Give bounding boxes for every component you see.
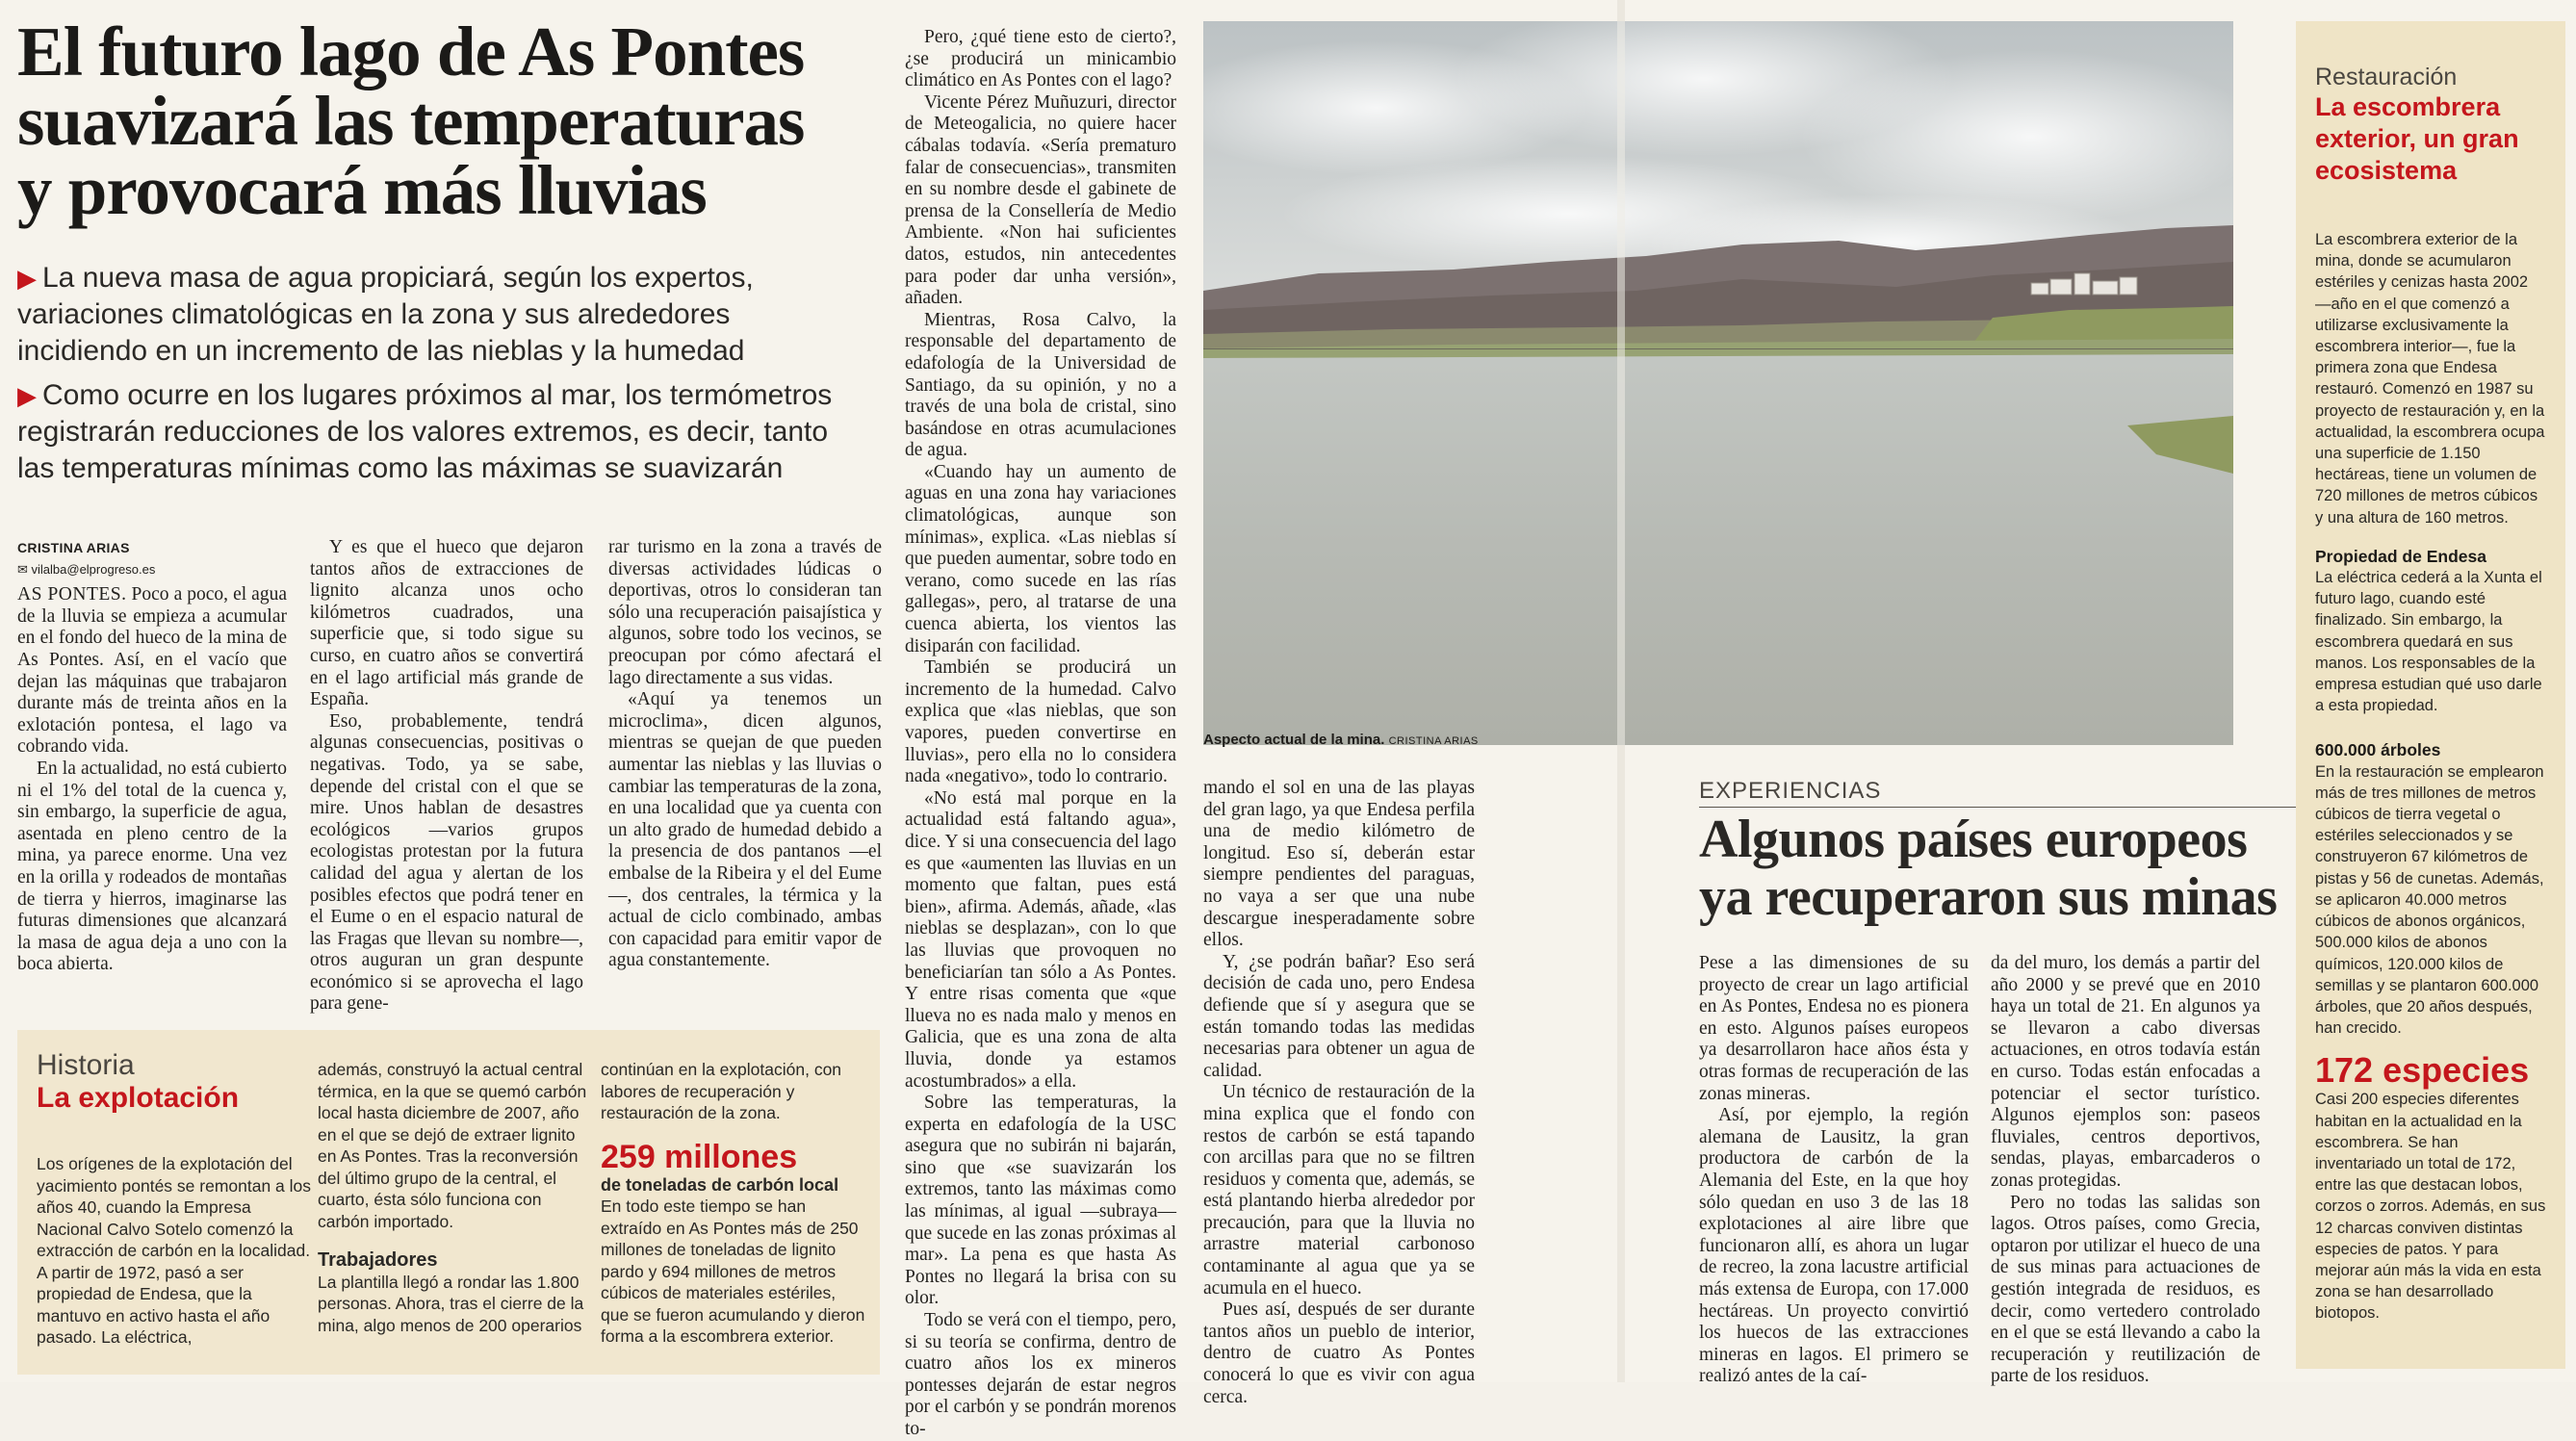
article-column-3 [608,537,882,972]
paragraph: Pero no todas las salidas son lagos. Otros países, como Grecia, optaron por utilizar el hueco de una de sus minas para actuaciones de gestión integrada de residuos, es decir, como vertedero controlado en el que se está llevando a cabo la recuperación y reutilización de parte de los residuos. [1991,1192,2260,1387]
paragraph: rar turismo en la zona a través de diversas actividades lúdicas o deportivas, otros lo consideran tan sólo una recuperación paisajística y algunos, sobre todo los vecinos, se preocupan por cómo afectará el lago directamente a sus vidas. [608,537,882,688]
sidebar-subhead-1: Propiedad de Endesa [2315,546,2486,566]
experiencias-kicker: EXPERIENCIAS [1699,778,1882,804]
photo-caption: Aspecto actual de la mina. CRISTINA ARIAS [1203,732,1479,748]
deck [17,260,864,495]
headline [17,13,884,229]
historia-title: La explotación [37,1082,240,1114]
paragraph: da del muro, los demás a partir del año 2000 y se prevé que en 2010 haya un total de 21. En algunos ya se llevaron a cabo diversas actuaciones, en otros todavía están en curso. Todas están enfocadas a potenciar el sector turístico. Algunos ejemplos son: paseos fluviales, centros deportivos, sendas, playas, embarcaderos o zonas protegidas. [1991,953,2260,1191]
paragraph: Un técnico de restauración de la mina explica que el fondo con restos de carbón se está tapando con arcillas para que no se filtren residuos y comenta que, además, se está plantando hierba alrededor por precaución, para que la lluvia no arrastre material carbonoso contaminante al agua que ya se acumula en el hueco. [1203,1082,1475,1299]
paragraph: AS PONTES. Poco a poco, el agua de la lluvia se empieza a acumular en el fondo del hueco de la mina de As Pontes. Así, en el vacío que dejan las máquinas que trabajaron durante más de treinta años en la exlotación pontesa, el lago va cobrando vida. [17,584,287,758]
sidebar-subhead-2: 600.000 árboles [2315,740,2441,760]
historia-column-3: continúan en la explotación, con labores de recuperación y restauración de la zona. 259 millones de toneladas de carbón local En todo este tiempo se han extraído en As Pontes más de 250 millones de toneladas de lignito pardo y 694 millones de metros cúbicos de materiales estériles, que se fueron acumulando y dieron forma a la escombrera exterior. [601,1059,868,1348]
lake-photo [1203,21,2233,745]
paragraph: «No está mal porque en la actualidad está faltando agua», dice. Y si una consecuencia del lago es que «aumenten las lluvias en un momento que faltan, pues está bien», afirma. Además, añade, «las nieblas se desplazan», con lo que las lluvias que provoquen no beneficiarían tan sólo a As Pontes. Y entre risas comenta que «que llueva no es nada malo y menos en Galicia, que es una zona de alta lluvia, donde ya estamos acostumbrados» a ella. [905,787,1176,1092]
byline-email: ✉ vilalba@elprogreso.es [17,561,156,577]
paragraph: Eso, probablemente, tendrá algunas consecuencias, positivas o negativas. Todo, ya se sabe, depende del cristal con el que se mire. Unos hablan de desastres ecológicos —varios grupos ecologistas protestan por la futura calidad del agua y alertan de los posibles efectos que podrá tener en el Eume o en el espacio natural de las Fragas que llevan su nombre—, otros auguran un gran despunte económico si se aprovecha el lago para gene- [310,710,583,1015]
lake-photo-image [1203,21,2233,745]
historia-text-1: Los orígenes de la explotación del yacimiento pontés se remontan a los años 40, cuando la Empresa Nacional Calvo Sotelo comenzó la extracción de carbón en la localidad. A partir de 1972, pasó a ser propiedad de Endesa, que la mantuvo en activo hasta el año pasado. La eléctrica, [37,1154,312,1347]
sidebar-title: La escombrera exterior, un gran ecosistema [2315,92,2519,185]
deck-item-2: ▶ Como ocurre en los lugares próximos al mar, los termómetros registrarán reducciones de los valores extremos, es decir, tanto las temperaturas mínimas como las máximas se suavizarán [17,379,833,484]
email-icon: ✉ [17,561,32,577]
paragraph: Pero, ¿qué tiene esto de cierto?, ¿se producirá un minicambio climático en As Pontes con el lago? [905,27,1176,91]
byline-author: CRISTINA ARIAS [17,540,130,555]
paragraph: Vicente Pérez Muñuzuri, director de Meteogalicia, no quiere hacer cábalas todavía. «Sería prematuro falar de consecuencias», transmiten en su nombre desde el gabinete de prensa de la Consellería de Medio Ambiente. «Non hai suficientes datos, estudos, nin antecedentes para poder dar unha versión», añaden. [905,91,1176,309]
kicker-rule [1699,807,2296,808]
article-column-5 [1203,778,1475,1408]
headline-line-1: El futuro lago de As Pontes [17,13,805,90]
experiencias-column-1 [1699,953,1969,1388]
paragraph: mando el sol en una de las playas del gran lago, ya que Endesa perfila una de medio kilómetro de longitud. Eso sí, deberán estar siempre pendientes del paraguas, no vaya a ser que una nube descargue inesperadamente sobre ellos. [1203,778,1475,951]
historia-subhead: Trabajadores [318,1249,438,1271]
historia-column-2: además, construyó la actual central térmica, en la que se quemó carbón local hasta diciembre de 2007, año en el que se dejó de extraer lignito en As Pontes. Tras la reconversión del último grupo de la central, el cuarto, ésta sólo funciona con carbón importado. Trabajadores La plantilla llegó a rondar las 1.800 personas. Ahora, tras el cierre de la mina, algo menos de 200 operarios [318,1060,587,1335]
article-column-4 [905,27,1176,1441]
historia-kicker: Historia [37,1049,135,1081]
paragraph: En la actualidad, no está cubierto ni el 1% del total de la cuenca y, sin embargo, la superficie de agua, asentada en pleno centro de la mina, ya parece enorme. Una vez en la orilla y rodeados de montañas de tierra y hierros, imaginarse las futuras dimensiones que alcanzará la masa de agua deja a uno con la boca abierta. [17,758,287,975]
paragraph: Mientras, Rosa Calvo, la responsable del departamento de edafología de la Universidad de Santiago, da su opinión, y no a través de una bola de cristal, sino basándose en otras acumulaciones de agua. [905,309,1176,461]
article-column-2 [310,537,583,1016]
historia-column-1 [37,1049,316,1349]
article-column-1 [17,537,287,976]
experiencias-header [1699,778,2277,805]
historia-box [17,1030,880,1375]
paragraph: Pues así, después de ser durante tantos años un pueblo de interior, dentro de cuatro As Pontes conocerá lo que es vivir con agua cerca. [1203,1299,1475,1407]
paragraph: «Aquí ya tenemos un microclima», dicen algunos, mientras se quejan de que pueden aumentar las nieblas y las lluvias o cambiar las temperaturas de la zona, en una localidad que ya cuenta con un alto grado de humedad debido a la presencia de dos pantanos —el embalse de la Ribeira y el del Eume—, dos centrales, la térmica y la actual de ciclo combinado, ambas con capacidad para emitir vapor de agua constantemente. [608,689,882,971]
experiencias-headline: Algunos países europeos ya recuperaron sus minas [1699,810,2278,927]
paragraph: Así, por ejemplo, la región alemana de Lausitz, la gran productora de carbón de la Alemania del Este, en la que hoy sólo quedan en uso 3 de las 18 explotaciones al aire libre que funcionaron allí, es ahora un lugar de recreo, la zona lacustre artificial más extensa de Europa, con 17.000 hectáreas. Un proyecto convirtió los huecos de las extracciones mineras en lagos. El primero se realizó antes de la caí- [1699,1105,1969,1387]
photo-credit: CRISTINA ARIAS [1388,735,1479,747]
historia-big-number: 259 millones [601,1138,798,1175]
deck-item-1: ▶ La nueva masa de agua propiciará, según los expertos, variaciones climatológicas en la zona y sus alrededores incidiendo en un incremento de las nieblas y la humedad [17,262,754,367]
restauracion-sidebar [2296,21,2565,1369]
sidebar-kicker: Restauración [2315,64,2458,90]
headline-line-3: y provocará más lluvias [17,151,707,229]
dateline: AS PONTES. [17,584,127,605]
sidebar-text: La escombrera exterior de la mina, donde se acumularon estériles y cenizas hasta 2002 —año en el que comenzó a utilizarse exclusivamente la escombrera interior—, fue la primera zona que Endesa restauró. Comenzó en 1987 su proyecto de restauración y, en la actualidad, la escombrera ocupa una superficie de 1.150 hectáreas, tiene un volumen de 720 millones de metros cúbicos y una altura de 160 metros. Propiedad de Endesa La eléctrica cederá a la Xunta el futuro lago, cuando esté finalizado. Sin embargo, la escombrera quedará en sus manos. Los responsables de la empresa estudian qué uso darle a esta propiedad. 600.000 árboles En la restauración se emplearon más de tres millones de metros cúbicos de tierra vegetal o estériles seleccionados y se construyeron 67 kilómetros de pistas y 56 de cunetas. Además, se aplicaron 40.000 metros cúbicos de abonos orgánicos, 500.000 kilos de abonos químicos, 120.000 kilos de semillas y se plantaron 600.000 árboles, que 20 años después, han crecido. 172 especies Casi 200 especies diferentes habitan en la actualidad en la escombrera. Se han inventariado un total de 172, entre las que destacan lobos, corzos o zorros. Además, en sus 12 charcas conviven distintas especies de patos. Y para mejorar aún más la vida en esta zona se han desarrollado biotopos. [2315,231,2546,1323]
historia-big-number-label: de toneladas de carbón local [601,1174,839,1195]
paragraph: «Cuando hay un aumento de aguas en una zona hay variaciones climatológicas, aunque son mínimas», explica. «Las nieblas sí que pueden aumentar, sobre todo en verano, como sucede en las rías gallegas», pero, al tratarse de una cuenca abierta, los vientos las disiparán con facilidad. [905,461,1176,656]
triangle-bullet-icon: ▶ [17,381,37,410]
experiencias-column-2 [1991,953,2260,1388]
paragraph: Y, ¿se podrán bañar? Eso será decisión de cada uno, pero Endesa defiende que sí y asegura que se están tomando todas las medidas necesarias para obtener un agua de calidad. [1203,951,1475,1081]
paragraph: Y es que el hueco que dejaron tantos años de extracciones de lignito alcanza unos ocho kilómetros cuadrados, una superficie que, si todo sigue su curso, en cuatro años se convertirá en el lago artificial más grande de España. [310,537,583,710]
headline-line-2: suavizará las temperaturas [17,82,805,160]
paragraph: Pese a las dimensiones de su proyecto de crear un lago artificial en As Pontes, Endesa no es pionera en esto. Algunos países europeos ya desarrollaron hace años ésta y otras formas de recuperación de las zonas mineras. [1699,953,1969,1104]
paragraph: Sobre las temperaturas, la experta en edafología de la USC asegura que no subirán ni bajarán, sino que «se suavizarán los extremos, tanto las máximas como las mínimas, al igual —subraya— que sucede en las zonas próximas al mar». La pena es que hasta As Pontes no llegará la brisa con su olor. [905,1093,1176,1309]
paragraph: Todo se verá con el tiempo, pero, si su teoría se confirma, dentro de cuatro años los ex mineros pontesses dejarán de estar negros por el carbón y se pondrán morenos to- [905,1310,1176,1439]
paragraph: También se producirá un incremento de la humedad. Calvo explica que «las nieblas, que son vapores, pueden convertirse en lluvias», pero ella no lo considera nada «negativo», todo lo contrario. [905,657,1176,787]
triangle-bullet-icon: ▶ [17,264,37,293]
sidebar-big-number: 172 especies [2315,1050,2530,1091]
